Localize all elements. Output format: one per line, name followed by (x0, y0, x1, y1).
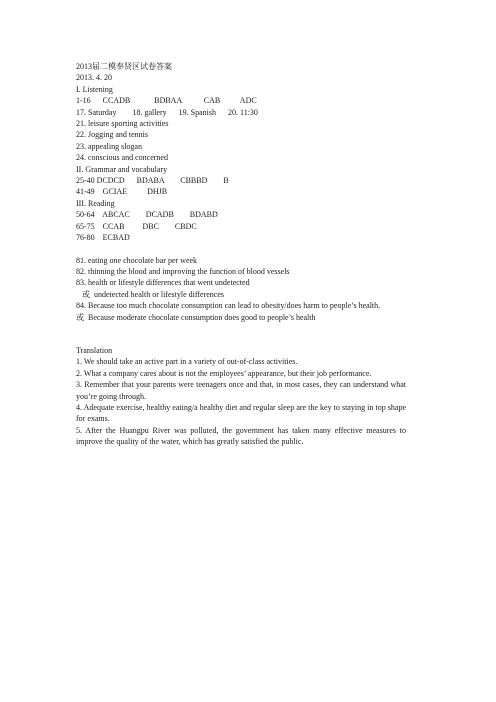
answer-line: 83. health or lifestyle differences that went undetected (76, 278, 250, 288)
spacer (76, 323, 406, 345)
translation-item: 2. What a company cares about is not the employees’ appearance, but their job performance. (76, 368, 372, 378)
answer-document (76, 61, 406, 448)
reading-line: 50-64 ABCAC DCADB BDABD (76, 210, 218, 220)
document-title: 2013届二模奉贤区试卷答案 (76, 62, 172, 71)
spacer (76, 244, 406, 255)
grammar-line: 25-40 DCDCD BDABA CBBBD B (76, 176, 229, 186)
section-heading-grammar: II. Grammar and vocabulary (76, 164, 168, 174)
reading-line: 76-80 ECBAD (76, 233, 130, 243)
grammar-line: 41-49 GCIAE DHJB (76, 187, 168, 197)
listening-line: 21. leisure sporting activities (76, 119, 169, 129)
answer-line: 81. eating one chocolate bar per week (76, 255, 198, 265)
listening-line: 22. Jogging and tennis (76, 130, 148, 140)
listening-line: 17. Saturday 18. gallery 19. Spanish 20. 11:30 (76, 107, 258, 117)
listening-line: 1-16 CCADB BDBAA CAB ADC (76, 96, 257, 106)
section-heading-reading: III. Reading (76, 198, 115, 208)
listening-line: 24. conscious and concerned (76, 153, 168, 163)
translation-item: 1. We should take an active part in a variety of out-of-class activities. (76, 357, 298, 367)
translation-item: 4. Adequate exercise, healthy eating/a healthy diet and regular sleep are the key to staying in top shape for exams. (76, 402, 406, 424)
listening-line: 23. appealing slogan (76, 141, 142, 151)
reading-line: 65-75 CCAB DBC CBDC (76, 221, 197, 231)
translation-item: 5. After the Huangpu River was polluted, the government has taken many effective measures to improve the quality of the water, which has greatly satisfied the public. (76, 425, 406, 447)
document-date: 2013. 4. 20 (76, 73, 112, 83)
answer-line: 或 Because moderate chocolate consumption does good to people’s health (76, 312, 316, 322)
answer-line: 82. thinning the blood and improving the function of blood vessels (76, 266, 290, 276)
translation-item: 3. Remember that your parents were teenagers once and that, in most cases, they can understand what you’re going through. (76, 380, 406, 401)
section-heading-listening: I. Listening (76, 84, 113, 94)
answer-line: 或 undetected health or lifestyle differences (76, 289, 225, 299)
answer-line: 84. Because too much chocolate consumption can lead to obesity/does harm to people’s health. (76, 301, 381, 311)
section-heading-translation: Translation (76, 345, 113, 355)
